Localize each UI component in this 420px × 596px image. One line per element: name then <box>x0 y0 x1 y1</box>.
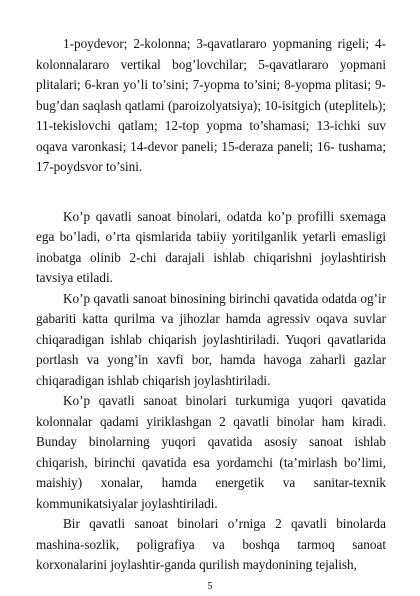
body-paragraph: Ko’p qavatli sanoat binolari, odatda ko’p profilli sxemaga ega bo’ladi, o’rta qismlarida tabiiy yoritilganlik yetarli emasligi inobatga olinib 2-chi darajali ishlab chiqarishni joylashtirish tavsiya etiladi. <box>36 208 386 285</box>
body-paragraph: Ko’p qavatli sanoat binolari turkumiga yuqori qavatida kolonnalar qadami yiriklashgan 2 qavatli binolar ham kiradi. Bunday binolarning yuqori qavatida asosiy sanoat ishlab chiqarish, birinchi qavatida esa yordamchi (ta’mirlash bo’limi, maishiy) xonalar, hamda energetik va sanitar-texnik kommunikatsiyalar joylashtiriladi. <box>36 393 386 511</box>
body-paragraph: Bir qavatli sanoat binolari o’rniga 2 qavatli binolarda mashina-sozlik, poligrafiya va boshqa tarmoq sanoat korxonalarini joylashtir-ganda qurilish maydonining tejalish, <box>36 516 386 572</box>
page-number: 5 <box>207 581 213 592</box>
section-gap <box>36 178 386 207</box>
body-paragraph: Ko’p qavatli sanoat binosining birinchi qavatida odatda og’ir gabariti katta qurilma va jihozlar hamda agressiv oqava suvlar chiqaradigan ishlab chiqarish joylashtiriladi. Yuqori qavatlarida portlash va yong’in xavfi bor, hamda havoga zaharli gazlar chiqaradigan ishlab chiqarish joylashtiriladi. <box>36 290 386 388</box>
page-body <box>36 34 386 576</box>
legend-paragraph: 1-poydevor; 2-kolonna; 3-qavatlararo yopmaning rigeli; 4-kolonnalararo vertikal bog’lovchilar; 5-qavatlararo yopmani plitalari; 6-kran yo’li to’sini; 7-yopma to’sini; 8-yopma plitasi; 9-bug’dan saqlash qatlami (paroizolyatsiya); 10-isitgich (uteplitelь); 11-tekislovchi qatlam; 12-top yopma to’shamasi; 13-ichki suv oqava varonkasi; 14-devor paneli; 15-deraza paneli; 16- tushama; 17-poydsvor to’sini. <box>36 36 386 174</box>
